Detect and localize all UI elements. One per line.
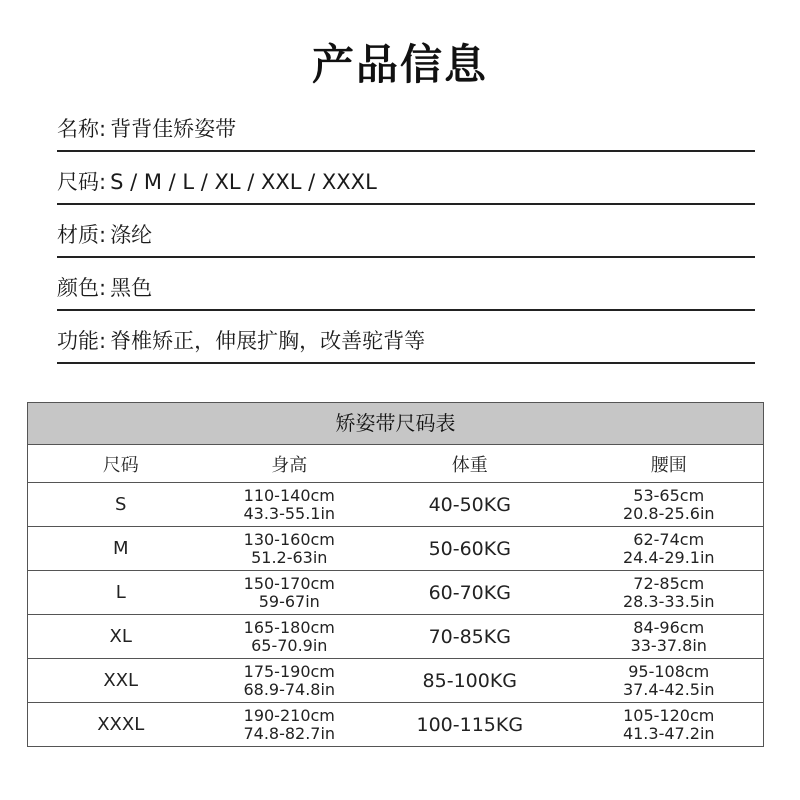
size-cell: XL xyxy=(28,615,214,659)
table-row xyxy=(28,483,764,527)
col-header-height: 身高 xyxy=(213,445,365,483)
waist-in: 33-37.8in xyxy=(630,635,707,655)
height-in: 65-70.9in xyxy=(251,635,328,655)
waist-cell xyxy=(574,615,763,659)
size-cell: M xyxy=(28,527,214,571)
weight-cell: 50-60KG xyxy=(365,527,574,571)
info-value-material: 涤纶 xyxy=(110,223,153,247)
height-cm: 165-180cm xyxy=(243,617,335,637)
size-chart-table xyxy=(27,402,764,747)
waist-cm: 72-85cm xyxy=(633,573,705,593)
height-in: 43.3-55.1in xyxy=(243,503,336,523)
weight-cell: 85-100KG xyxy=(365,659,574,703)
page-title: 产品信息 xyxy=(311,40,488,89)
height-in: 51.2-63in xyxy=(251,547,328,567)
info-value-name: 背背佳矫姿带 xyxy=(110,117,237,141)
waist-cell xyxy=(574,483,763,527)
col-header-waist: 腰围 xyxy=(574,445,763,483)
table-row xyxy=(28,703,764,747)
info-label-function: 功能: xyxy=(57,329,107,353)
size-chart-caption: 矫姿带尺码表 xyxy=(27,402,764,444)
size-cell: XXXL xyxy=(97,714,145,735)
weight-cell: 60-70KG xyxy=(365,571,574,615)
size-cell: S xyxy=(28,483,214,527)
waist-in: 28.3-33.5in xyxy=(622,591,715,611)
height-cell xyxy=(213,703,365,747)
height-in: 68.9-74.8in xyxy=(243,679,336,699)
info-row-material xyxy=(57,220,755,258)
height-cm: 150-170cm xyxy=(243,573,335,593)
waist-cell xyxy=(574,703,763,747)
waist-cm: 95-108cm xyxy=(628,661,710,681)
size-cell: L xyxy=(28,571,214,615)
weight-cell: 100-115KG xyxy=(416,713,524,736)
table-row xyxy=(28,527,764,571)
info-row-size xyxy=(57,167,755,205)
height-cm: 130-160cm xyxy=(243,529,335,549)
info-row-color xyxy=(57,273,755,311)
info-label-material: 材质: xyxy=(57,223,107,247)
info-label-color: 颜色: xyxy=(57,276,107,300)
size-chart-header-row xyxy=(28,445,764,483)
col-header-size: 尺码 xyxy=(28,445,214,483)
height-cm: 110-140cm xyxy=(243,485,335,505)
waist-in: 41.3-47.2in xyxy=(622,723,715,743)
height-in: 59-67in xyxy=(258,591,320,611)
height-cell xyxy=(213,615,365,659)
height-cell xyxy=(213,527,365,571)
waist-cm: 84-96cm xyxy=(633,617,705,637)
waist-cell xyxy=(574,659,763,703)
waist-cell xyxy=(574,527,763,571)
height-cm: 190-210cm xyxy=(243,705,335,725)
table-row xyxy=(28,615,764,659)
waist-cm: 62-74cm xyxy=(633,529,705,549)
weight-cell: 70-85KG xyxy=(365,615,574,659)
height-cell xyxy=(213,571,365,615)
info-value-color: 黑色 xyxy=(110,276,153,300)
height-cell xyxy=(213,483,365,527)
table-row xyxy=(28,659,764,703)
waist-in: 37.4-42.5in xyxy=(622,679,715,699)
waist-cell xyxy=(574,571,763,615)
waist-in: 24.4-29.1in xyxy=(622,547,715,567)
info-value-size: S / M / L / XL / XXL / XXXL xyxy=(110,170,377,194)
col-header-weight: 体重 xyxy=(365,445,574,483)
waist-cm: 105-120cm xyxy=(623,705,715,725)
waist-in: 20.8-25.6in xyxy=(622,503,715,523)
size-cell: XXL xyxy=(28,659,214,703)
height-cm: 175-190cm xyxy=(243,661,335,681)
info-label-size: 尺码: xyxy=(57,170,107,194)
info-row-function xyxy=(57,326,755,364)
table-row xyxy=(28,571,764,615)
info-label-name: 名称: xyxy=(57,117,107,141)
weight-cell: 40-50KG xyxy=(365,483,574,527)
info-row-name xyxy=(57,114,755,152)
height-cell xyxy=(213,659,365,703)
height-in: 74.8-82.7in xyxy=(243,723,336,743)
info-value-function: 脊椎矫正，伸展扩胸，改善驼背等 xyxy=(110,329,426,353)
waist-cm: 53-65cm xyxy=(633,485,705,505)
